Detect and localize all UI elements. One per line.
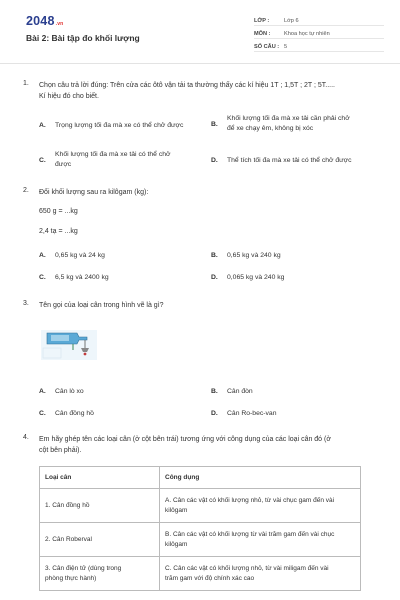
option-text-line: Khối lượng tối đa mà xe tải có thể chở (55, 151, 171, 158)
option-1c[interactable] (39, 150, 209, 172)
question-text-line: cột bên phải). (39, 447, 82, 454)
table-cell (160, 523, 361, 557)
question-text (39, 434, 383, 456)
option-letter: D. (211, 410, 218, 417)
option-text: Cân lò xo (55, 388, 84, 395)
table-row (40, 523, 361, 557)
option-text (55, 150, 170, 170)
table-row (40, 489, 361, 523)
option-text: 0,65 kg và 24 kg (55, 252, 105, 259)
option-letter: B. (211, 388, 218, 395)
meta-row-subject (254, 29, 384, 39)
site-logo[interactable] (26, 14, 63, 28)
option-letter: D. (211, 274, 218, 281)
option-letter: A. (39, 252, 46, 259)
question-1 (23, 80, 383, 102)
meta-row-class (254, 16, 384, 26)
option-letter: D. (211, 157, 218, 164)
option-letter: C. (39, 157, 46, 164)
table-header-row (40, 467, 361, 489)
column-header: Loại cân (40, 467, 160, 489)
logo-tld: .vn (55, 21, 64, 27)
question-text: Tên gọi của loại cân trong hình vẽ là gì? (39, 302, 164, 309)
option-text-line: để xe chạy êm, không bị xóc (227, 125, 314, 132)
page-title: Bài 2: Bài tập đo khối lượng (26, 33, 140, 43)
option-1b[interactable] (211, 114, 386, 136)
table-cell (160, 489, 361, 523)
cell-line: 3. Cân điện tử (dùng trong (45, 564, 122, 572)
meta-value: 5 (284, 43, 288, 50)
table-cell (40, 557, 160, 591)
meta-row-count (254, 42, 384, 52)
option-text: 0,065 kg và 240 kg (227, 274, 285, 281)
question-number: 1. (23, 80, 29, 87)
option-letter: A. (39, 388, 46, 395)
logo-text: 2048 (26, 14, 55, 28)
worksheet-header (0, 0, 400, 64)
cell-line: B. Cân các vật có khối lượng từ vài trăm gam đến vài chục (165, 530, 335, 538)
scale-illustration (39, 324, 99, 364)
column-header: Công dụng (160, 467, 361, 489)
option-text: Cân đòn (227, 388, 253, 395)
option-text-line: Khối lượng tối đa mà xe tải cần phải chở (227, 115, 350, 122)
option-text-line: được (55, 161, 72, 168)
option-letter: B. (211, 252, 218, 259)
option-text: Trọng lượng tối đa mà xe có thể chở được (55, 122, 184, 129)
table-row (40, 557, 361, 591)
option-text (227, 114, 350, 134)
question-number: 2. (23, 187, 29, 194)
question-number: 3. (23, 300, 29, 307)
conversion-line: 650 g = ...kg (39, 208, 78, 215)
option-text: Cân Ro-bec-van (227, 410, 277, 417)
cell-line: kilôgam (165, 506, 188, 514)
scale-drawing (39, 324, 99, 364)
option-letter: A. (39, 122, 46, 129)
option-text: 0,65 kg và 240 kg (227, 252, 281, 259)
cell-line: trăm gam với độ chính xác cao (165, 574, 255, 582)
conversion-line: 2,4 tạ = ...kg (39, 228, 78, 235)
cell-line: C. Cân các vật có khối lượng nhỏ, từ vài miligam đến vài (165, 564, 329, 572)
question-text-line: Em hãy ghép tên các loại cân (ở cột bên trái) tương ứng với công dụng của các loại cân đó (ở (39, 436, 331, 443)
cell-line: 1. Cân đồng hồ (45, 501, 90, 509)
option-text: Thể tích tối đa mà xe tải có thể chở được (227, 157, 352, 164)
meta-value: Khoa học tự nhiên (284, 30, 330, 37)
cell-line: 2. Cân Roberval (45, 535, 92, 543)
meta-label: SỐ CÂU : (254, 43, 280, 50)
cell-line: phòng thực hành) (45, 574, 97, 582)
meta-label: LỚP : (254, 17, 270, 24)
option-text: Cân đồng hồ (55, 410, 94, 417)
matching-table (39, 466, 361, 591)
question-text-line: Kí hiệu đó cho biết. (39, 93, 99, 100)
question-3 (23, 300, 383, 311)
option-text: 6,5 kg và 2400 kg (55, 274, 109, 281)
meta-panel (254, 16, 384, 55)
cell-line: A. Cân các vật có khối lượng nhỏ, từ vài chục gam đến vài (165, 496, 335, 504)
question-text (39, 80, 383, 102)
question-text: Đổi khối lượng sau ra kilôgam (kg): (39, 189, 149, 196)
question-2 (23, 187, 383, 198)
option-letter: C. (39, 410, 46, 417)
question-4 (23, 434, 383, 456)
meta-label: MÔN : (254, 30, 271, 37)
table-cell (160, 557, 361, 591)
option-letter: B. (211, 121, 218, 128)
table-cell (40, 489, 160, 523)
option-letter: C. (39, 274, 46, 281)
table-cell (40, 523, 160, 557)
meta-value: Lớp 6 (284, 17, 299, 24)
question-text-line: Chọn câu trả lời đúng: Trên cửa các ôtô vận tải ta thường thấy các kí hiệu 1T ; 1,5T ; 2T ; 5T..... (39, 82, 335, 89)
question-number: 4. (23, 434, 29, 441)
cell-line: kilôgam (165, 540, 188, 548)
